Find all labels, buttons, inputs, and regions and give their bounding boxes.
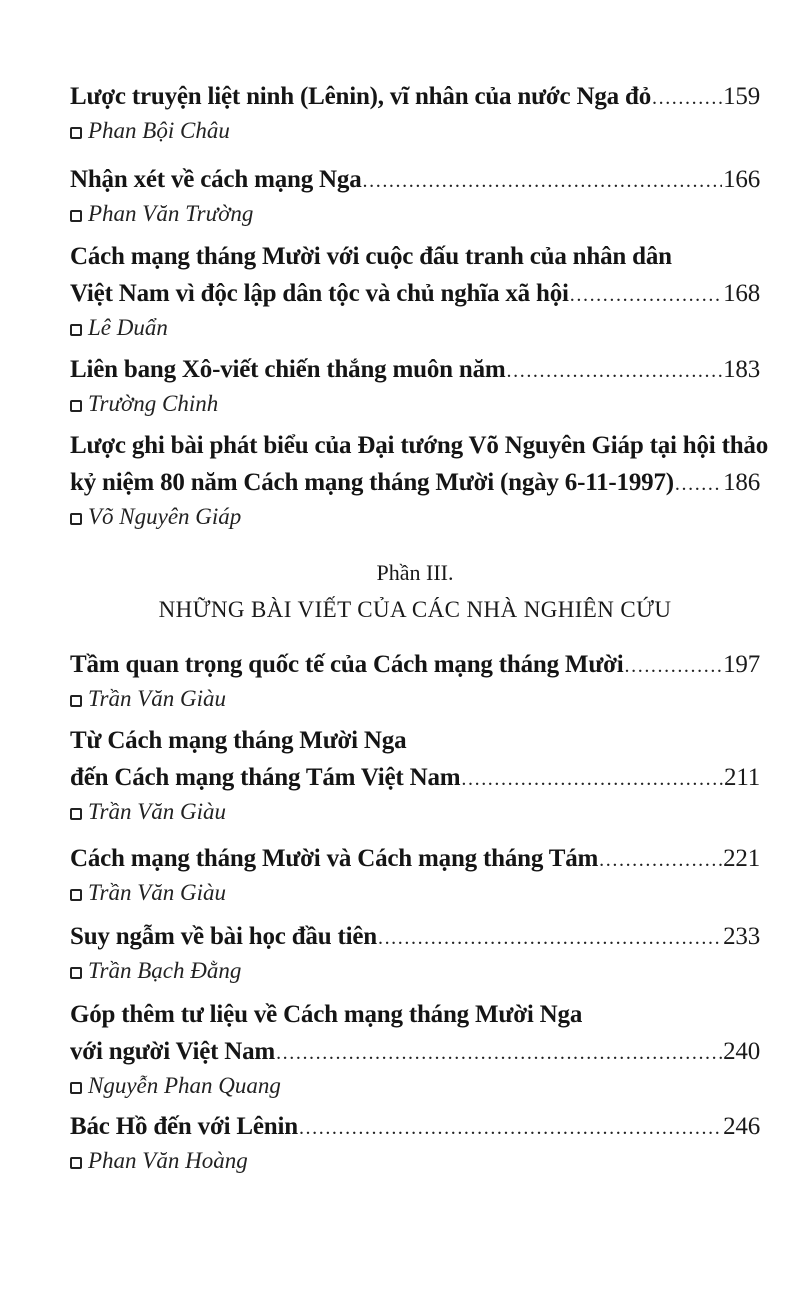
square-bullet-icon	[70, 1082, 82, 1094]
leader-dots	[299, 1110, 722, 1147]
leader-dots	[675, 466, 722, 503]
toc-entry-author: Phan Bội Châu	[88, 118, 230, 143]
toc-entry-author: Phan Văn Hoàng	[88, 1148, 248, 1173]
square-bullet-icon	[70, 695, 82, 707]
toc-entry[interactable]	[70, 1108, 760, 1177]
toc-entry-title: Bác Hồ đến với Lênin	[70, 1113, 298, 1140]
toc-entry-title-line	[70, 238, 760, 275]
toc-entry-title: Liên bang Xô-viết chiến thắng muôn năm	[70, 356, 506, 383]
toc-entry-page-number: 183	[723, 356, 760, 383]
toc-entry[interactable]	[70, 161, 760, 230]
square-bullet-icon	[70, 400, 82, 412]
toc-entry-author-line	[70, 501, 760, 533]
toc-entry-title: với người Việt Nam	[70, 1038, 276, 1065]
part-heading: NHỮNG BÀI VIẾT CỦA CÁC NHÀ NGHIÊN CỨU	[158, 597, 672, 622]
toc-entry-title-line	[70, 646, 760, 683]
toc-entry-page-number: 168	[723, 280, 760, 307]
toc-entry-title: Suy ngẫm về bài học đầu tiên	[70, 923, 377, 950]
toc-entry-title: Góp thêm tư liệu về Cách mạng tháng Mười Nga	[70, 1001, 583, 1028]
leader-dots	[276, 1035, 722, 1072]
toc-entry-author-line	[70, 1070, 760, 1102]
toc-entry[interactable]	[70, 722, 760, 828]
toc-entry-title-line	[70, 1033, 760, 1070]
toc-entry[interactable]	[70, 351, 760, 420]
toc-entry-author-line	[70, 1145, 760, 1177]
toc-entry-page-number: 197	[723, 651, 760, 678]
toc-entry-title-line	[70, 161, 760, 198]
toc-entry-title-line	[70, 464, 760, 501]
toc-entry-title: đến Cách mạng tháng Tám Việt Nam	[70, 764, 461, 791]
square-bullet-icon	[70, 1157, 82, 1169]
toc-entry[interactable]	[70, 996, 760, 1102]
toc-entry-author: Nguyễn Phan Quang	[88, 1073, 281, 1098]
toc-entry-author-line	[70, 115, 760, 147]
toc-entry-author: Trần Bạch Đằng	[88, 958, 242, 983]
toc-entry-title-line	[70, 1108, 760, 1145]
toc-entry-page-number: 221	[723, 845, 760, 872]
leader-dots	[461, 761, 723, 798]
toc-entry-author: Trần Văn Giàu	[88, 880, 227, 905]
leader-dots	[378, 920, 722, 957]
toc-entry-title: Cách mạng tháng Mười với cuộc đấu tranh của nhân dân	[70, 243, 672, 270]
toc-entry-author-line	[70, 388, 760, 420]
toc-entry-title-line	[70, 427, 769, 464]
toc-entry-title-line	[70, 840, 760, 877]
toc-entry-page-number: 240	[723, 1038, 760, 1065]
toc-entry-page-number: 246	[723, 1113, 760, 1140]
toc-entry-author: Trần Văn Giàu	[88, 686, 227, 711]
toc-entry-title-line	[70, 918, 760, 955]
toc-entry[interactable]	[70, 918, 760, 987]
square-bullet-icon	[70, 513, 82, 525]
leader-dots	[363, 163, 723, 200]
leader-dots	[599, 842, 722, 879]
toc-entry-title: Tầm quan trọng quốc tế của Cách mạng tháng Mười	[70, 651, 624, 678]
square-bullet-icon	[70, 889, 82, 901]
toc-entry-page-number: 211	[724, 764, 760, 791]
toc-entry-author-line	[70, 312, 760, 344]
toc-entry[interactable]	[70, 840, 760, 909]
toc-entry[interactable]	[70, 427, 769, 533]
toc-entry-author: Võ Nguyên Giáp	[88, 504, 242, 529]
toc-entry-title: Việt Nam vì độc lập dân tộc và chủ nghĩa xã hội	[70, 280, 569, 307]
toc-entry-page-number: 233	[723, 923, 760, 950]
toc-entry-author: Trường Chinh	[88, 391, 219, 416]
toc-entry-author-line	[70, 198, 760, 230]
toc-entry-title-line	[70, 351, 760, 388]
square-bullet-icon	[70, 210, 82, 222]
toc-entry-author: Trần Văn Giàu	[88, 799, 227, 824]
toc-entry-page-number: 166	[723, 166, 760, 193]
toc-entry-author-line	[70, 955, 760, 987]
toc-entry-author-line	[70, 877, 760, 909]
toc-entry-title-line	[70, 275, 760, 312]
toc-entry-title: Từ Cách mạng tháng Mười Nga	[70, 727, 407, 754]
toc-entry-title-line	[70, 759, 760, 796]
toc-entry-author: Phan Văn Trường	[88, 201, 254, 226]
square-bullet-icon	[70, 967, 82, 979]
toc-entry-title-line	[70, 78, 760, 115]
toc-entry-page-number: 159	[723, 83, 760, 110]
square-bullet-icon	[70, 127, 82, 139]
toc-entry-title-line	[70, 722, 760, 759]
part-label: Phần III.	[376, 560, 454, 585]
toc-entry-title-line	[70, 996, 760, 1033]
toc-entry-title: Lược ghi bài phát biểu của Đại tướng Võ Nguyên Giáp tại hội thảo	[70, 432, 769, 459]
toc-entry-title: Cách mạng tháng Mười và Cách mạng tháng Tám	[70, 845, 599, 872]
toc-entry[interactable]	[70, 78, 760, 147]
toc-entry-author-line	[70, 796, 760, 828]
square-bullet-icon	[70, 324, 82, 336]
toc-entry-author: Lê Duẩn	[88, 315, 168, 340]
part-header	[70, 556, 760, 630]
toc-entry-title: kỷ niệm 80 năm Cách mạng tháng Mười (ngày 6-11-1997)	[70, 469, 674, 496]
leader-dots	[507, 353, 723, 390]
leader-dots	[625, 648, 723, 685]
square-bullet-icon	[70, 808, 82, 820]
leader-dots	[570, 277, 722, 314]
toc-entry-title: Lược truyện liệt ninh (Lênin), vĩ nhân của nước Nga đỏ	[70, 83, 651, 110]
toc-entry-page-number: 186	[723, 469, 760, 496]
toc-entry[interactable]	[70, 646, 760, 715]
toc-entry-author-line	[70, 683, 760, 715]
leader-dots	[652, 80, 722, 117]
toc-entry-title: Nhận xét về cách mạng Nga	[70, 166, 362, 193]
toc-entry[interactable]	[70, 238, 760, 344]
